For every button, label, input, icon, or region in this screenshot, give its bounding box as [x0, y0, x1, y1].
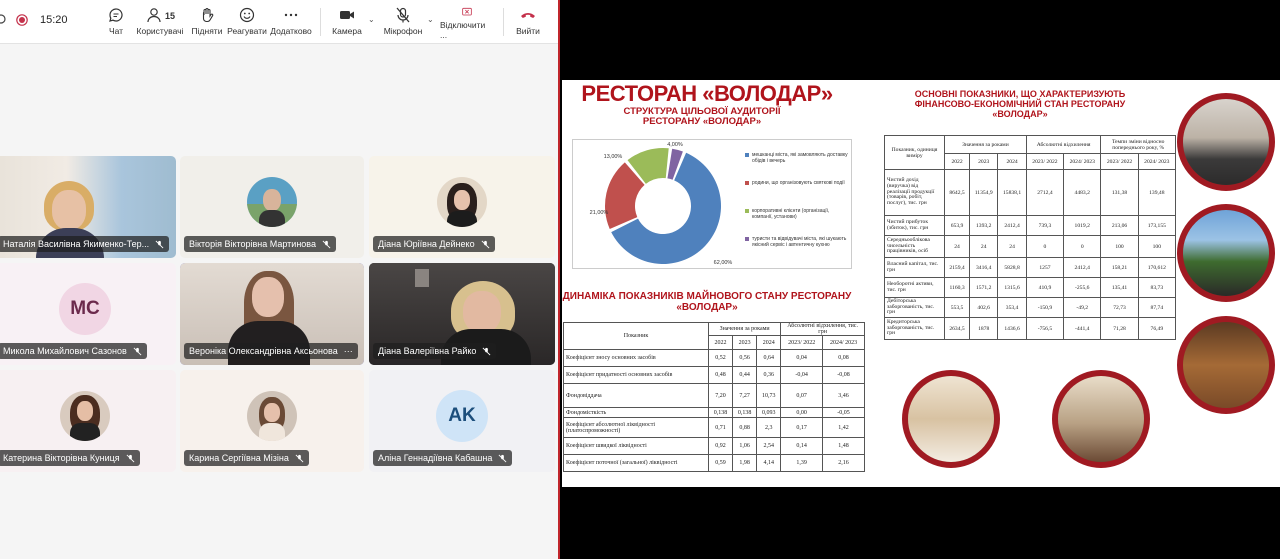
table-cell: 0,08 — [823, 350, 865, 367]
restaurant-exterior-photo — [1177, 93, 1275, 191]
header-cell: 2023 — [733, 336, 757, 350]
table-cell: 139,48 — [1138, 170, 1175, 216]
table-cell: 0,138 — [733, 408, 757, 418]
restaurant-terrace-photo — [1177, 204, 1275, 302]
participant-face — [252, 277, 284, 317]
participant-name: Діана Валеріївна Райко — [378, 346, 477, 356]
participant-avatar — [60, 391, 110, 441]
table-cell: 8642,5 — [945, 170, 970, 216]
table-cell: 0,04 — [781, 350, 823, 367]
table-cell: 1160,3 — [945, 278, 970, 298]
table-cell: 4483,2 — [1064, 170, 1101, 216]
mic-off-icon — [481, 240, 490, 249]
table-cell: -756,5 — [1026, 318, 1063, 340]
table-cell: 2,16 — [823, 455, 865, 472]
mic-off-icon — [482, 347, 491, 356]
mic-off-icon — [498, 454, 507, 463]
recording-icon — [16, 14, 28, 29]
participant-tile[interactable] — [369, 370, 555, 472]
table-cell: 0,64 — [757, 350, 781, 367]
header-cell: Темпи зміни відносно попереднього року, % — [1101, 136, 1176, 154]
pie-data-label: 62,00% — [713, 260, 733, 266]
legend-entry — [745, 152, 849, 165]
more-button[interactable] — [270, 6, 312, 40]
participant-tile[interactable] — [0, 156, 176, 258]
participant-initials-avatar: AK — [436, 390, 488, 442]
table-cell: 1436,6 — [998, 318, 1027, 340]
audience-chart-title: СТРУКТУРА ЦІЛЬОВОЇ АУДИТОРІЇ РЕСТОРАНУ «ВОЛОДАР» — [623, 106, 781, 128]
mic-off-icon — [155, 240, 164, 249]
table-cell: 0,59 — [709, 455, 733, 472]
participant-avatar — [247, 177, 297, 227]
participant-initials-avatar: MC — [59, 283, 111, 335]
mic-off-icon — [394, 6, 412, 24]
participant-name: Карина Сергіївна Мізіна — [189, 453, 289, 463]
table-row — [885, 170, 1176, 216]
react-label: Реагувати — [227, 26, 267, 36]
restaurant-interior-photo — [1177, 316, 1275, 414]
header-cell: 2022 — [945, 154, 970, 170]
raise-hand-icon — [198, 6, 216, 24]
pie-data-label: 13,00% — [603, 154, 623, 160]
table-cell: 0,093 — [757, 408, 781, 418]
header-cell: Значення за роками — [945, 136, 1027, 154]
header-cell: Показник — [564, 323, 709, 350]
chat-button[interactable] — [104, 6, 128, 40]
table-cell: 24 — [998, 236, 1027, 258]
table-cell: 135,41 — [1101, 278, 1138, 298]
wall-picture — [415, 269, 429, 287]
hang-up-icon — [519, 6, 537, 24]
table-cell: 0,138 — [709, 408, 733, 418]
row-label: Чистий прибуток (збиток), тис. грн — [885, 216, 945, 236]
table-cell: 553,5 — [945, 298, 970, 318]
header-cell: 2023 — [970, 154, 998, 170]
table-cell: 1878 — [970, 318, 998, 340]
table-cell: 653,9 — [945, 216, 970, 236]
table-cell: 1,98 — [733, 455, 757, 472]
participant-name: Вікторія Вікторівна Мартинова — [189, 239, 316, 249]
row-label: Коефіцієнт поточної (загальної) ліквідності — [564, 455, 709, 472]
participant-tile-active-speaker[interactable] — [180, 263, 364, 365]
stop-sharing-button[interactable] — [440, 6, 494, 40]
participant-tile[interactable] — [0, 370, 176, 472]
header-cell: 2023/ 2022 — [781, 336, 823, 350]
table-cell: 158,21 — [1101, 258, 1138, 278]
header-cell: Абсолютні відхилення — [1026, 136, 1101, 154]
legend-swatch — [745, 209, 749, 213]
dynamics-title: ДИНАМІКА ПОКАЗНИКІВ МАЙНОВОГО СТАНУ РЕСТОРАНУ «ВОЛОДАР» — [562, 291, 852, 313]
table-row — [885, 298, 1176, 318]
chat-label: Чат — [108, 26, 124, 36]
legend-swatch — [745, 181, 749, 185]
row-label: Фондовіддача — [564, 384, 709, 408]
table-cell: 739,3 — [1026, 216, 1063, 236]
table-cell: 76,49 — [1138, 318, 1175, 340]
table-cell: 71,28 — [1101, 318, 1138, 340]
row-label: Кредиторська заборгованість, тис. грн — [885, 318, 945, 340]
table-cell: 1,42 — [823, 418, 865, 438]
table-cell: 2634,5 — [945, 318, 970, 340]
header-cell: Значення за роками — [709, 323, 781, 336]
table-cell: 10,73 — [757, 384, 781, 408]
people-button[interactable] — [136, 6, 184, 40]
row-label: Коефіцієнт абсолютної ліквідності (платоспроможності) — [564, 418, 709, 438]
toolbar-divider — [503, 8, 504, 36]
row-label: Коефіцієнт придатності основних засобів — [564, 367, 709, 384]
legend-label: мешканці міста, які замовляють доставку обідів і вечерь — [752, 152, 848, 165]
table-cell: 5828,8 — [998, 258, 1027, 278]
pie-legend — [745, 152, 849, 262]
table-cell: 0,14 — [781, 438, 823, 455]
table-cell: 131,38 — [1101, 170, 1138, 216]
table-row — [885, 318, 1176, 340]
participant-avatar — [247, 391, 297, 441]
table-cell: 2,54 — [757, 438, 781, 455]
mic-off-icon — [133, 347, 142, 356]
table-cell: 213,06 — [1101, 216, 1138, 236]
participant-face — [463, 291, 501, 333]
camera-options-chevron-down-icon[interactable]: ⌄ — [368, 15, 375, 24]
participant-name: Катерина Вікторівна Куниця — [3, 453, 120, 463]
leave-label: Вийти — [516, 26, 540, 36]
table-cell: 1,06 — [733, 438, 757, 455]
table-cell: 1571,2 — [970, 278, 998, 298]
main-indicators-title: ОСНОВНІ ПОКАЗНИКИ, ЩО ХАРАКТЕРИЗУЮТЬ ФІНАНСОВО-ЕКОНОМІЧНИЙ СТАН РЕСТОРАНУ «ВОЛОДАР» — [914, 89, 1126, 119]
legend-entry — [745, 208, 849, 221]
participant-nametag — [0, 236, 169, 252]
table-cell: -0,04 — [781, 367, 823, 384]
mic-off-icon — [295, 454, 304, 463]
table-cell: 4,14 — [757, 455, 781, 472]
participant-name: Аліна Геннадіївна Кабашна — [378, 453, 493, 463]
presentation-slide — [562, 80, 1280, 487]
mic-off-icon — [126, 454, 135, 463]
participant-name: Вероніка Олександрівна Аксьонова — [189, 346, 338, 356]
raise-hand-button[interactable] — [190, 6, 224, 40]
table-row — [564, 367, 865, 384]
table-header-row — [564, 323, 865, 336]
legend-label: корпоративні клієнти (організації, компанії, установи) — [752, 208, 830, 221]
stop-sharing-label: Відключити ... — [440, 20, 486, 40]
table-cell: 7,27 — [733, 384, 757, 408]
participant-tile[interactable] — [369, 156, 555, 258]
table-row — [885, 258, 1176, 278]
participant-name: Микола Михайлович Сазонов — [3, 346, 127, 356]
table-cell: 2412,4 — [998, 216, 1027, 236]
table-cell: 1019,2 — [1064, 216, 1101, 236]
table-cell: 0,88 — [733, 418, 757, 438]
react-button[interactable] — [228, 6, 266, 40]
meeting-panel — [0, 0, 558, 559]
participant-name: Діана Юріївна Дейнеко — [378, 239, 475, 249]
microphone-options-chevron-down-icon[interactable]: ⌄ — [427, 15, 434, 24]
table-cell: 0,00 — [781, 408, 823, 418]
table-cell: 1393,2 — [970, 216, 998, 236]
header-cell: 2023/ 2022 — [1026, 154, 1063, 170]
stop-share-icon — [458, 6, 476, 18]
table-row — [885, 236, 1176, 258]
table-cell: 170,612 — [1138, 258, 1175, 278]
banquet-hall-photo — [902, 370, 1000, 468]
main-indicators-table — [884, 135, 1176, 340]
row-label: Фондомісткість — [564, 408, 709, 418]
more-label: Додатково — [270, 26, 312, 36]
table-cell: 0 — [1026, 236, 1063, 258]
table-header-row — [885, 136, 1176, 154]
table-cell: -441,4 — [1064, 318, 1101, 340]
legend-swatch — [745, 153, 749, 157]
table-cell: 7,20 — [709, 384, 733, 408]
pie-chart-canvas — [573, 140, 753, 268]
participant-tile[interactable] — [369, 263, 555, 365]
participant-name: Наталія Василівна Якименко-Тер... — [3, 239, 150, 249]
participant-more-options[interactable]: ··· — [343, 346, 353, 356]
table-row — [564, 418, 865, 438]
audience-pie-chart — [572, 139, 852, 269]
table-cell: 83,73 — [1138, 278, 1175, 298]
chat-icon — [107, 6, 125, 24]
table-cell: 0,71 — [709, 418, 733, 438]
pie-data-label: 4,00% — [667, 142, 683, 148]
table-cell: 0,92 — [709, 438, 733, 455]
emoji-icon — [238, 6, 256, 24]
participant-nametag — [184, 236, 336, 252]
table-cell: 0,36 — [757, 367, 781, 384]
header-cell: 2024/ 2023 — [823, 336, 865, 350]
row-label: Середньооблікова чисельність працівників, осіб — [885, 236, 945, 258]
table-cell: 1257 — [1026, 258, 1063, 278]
table-cell: 3416,4 — [970, 258, 998, 278]
fireplace-room-photo — [1052, 370, 1150, 468]
row-label: Дебіторська заборгованість, тис. грн — [885, 298, 945, 318]
legend-swatch — [745, 237, 749, 241]
row-label: Чистий дохід (виручка) від реалізації продукції (товарів, робіт, послуг), тис. грн — [885, 170, 945, 216]
participant-face — [52, 190, 86, 230]
mic-off-icon — [322, 240, 331, 249]
table-cell: 410,9 — [1026, 278, 1063, 298]
participant-nametag — [184, 343, 358, 359]
table-cell: 15838,1 — [998, 170, 1027, 216]
table-cell: 353,4 — [998, 298, 1027, 318]
table-cell: 11354,9 — [970, 170, 998, 216]
shared-screen — [558, 0, 1280, 559]
table-cell: 0,48 — [709, 367, 733, 384]
header-cell: Абсолютні відхилення, тис. грн — [781, 323, 865, 336]
row-label: Коефіцієнт швидкої ліквідності — [564, 438, 709, 455]
row-label: Власний капітал, тис. грн — [885, 258, 945, 278]
meeting-clock: 15:20 — [40, 14, 68, 26]
table-row — [564, 408, 865, 418]
table-cell: 0,17 — [781, 418, 823, 438]
more-icon — [282, 6, 300, 24]
participant-tile[interactable] — [0, 263, 176, 365]
participant-tile[interactable] — [180, 156, 364, 258]
table-cell: 72,73 — [1101, 298, 1138, 318]
table-cell: 173,155 — [1138, 216, 1175, 236]
table-cell: 24 — [945, 236, 970, 258]
table-cell: 87,74 — [1138, 298, 1175, 318]
table-cell: 100 — [1138, 236, 1175, 258]
participant-avatar — [437, 177, 487, 227]
table-cell: 2,3 — [757, 418, 781, 438]
table-cell: 1,48 — [823, 438, 865, 455]
header-cell: 2024/ 2023 — [1138, 154, 1175, 170]
table-row — [885, 216, 1176, 236]
table-cell: 2159,4 — [945, 258, 970, 278]
toolbar-divider — [320, 8, 321, 36]
microphone-label: Мікрофон — [383, 26, 423, 36]
legend-label: родини, що організовують святкові події — [752, 180, 845, 186]
camera-icon — [338, 6, 356, 24]
participant-nametag — [0, 450, 140, 466]
window-control-icon[interactable] — [0, 14, 6, 27]
header-cell: 2024 — [998, 154, 1027, 170]
table-row — [885, 278, 1176, 298]
participant-count: 15 — [164, 11, 175, 21]
table-cell: 2712,4 — [1026, 170, 1063, 216]
table-cell: -150,9 — [1026, 298, 1063, 318]
header-cell: 2023/ 2022 — [1101, 154, 1138, 170]
table-cell: 0,56 — [733, 350, 757, 367]
table-row — [564, 350, 865, 367]
table-cell: 0,07 — [781, 384, 823, 408]
header-cell: Показник, одиниця виміру — [885, 136, 945, 170]
table-row — [564, 438, 865, 455]
header-cell: 2024 — [757, 336, 781, 350]
table-cell: -49,2 — [1064, 298, 1101, 318]
camera-label: Камера — [332, 26, 362, 36]
table-cell: 402,6 — [970, 298, 998, 318]
people-label: Користувачі — [136, 26, 184, 36]
participant-nametag — [373, 343, 496, 359]
header-cell: 2022 — [709, 336, 733, 350]
table-cell: 2412,4 — [1064, 258, 1101, 278]
leave-button[interactable] — [514, 6, 542, 40]
table-cell: 1315,6 — [998, 278, 1027, 298]
table-cell: 3,46 — [823, 384, 865, 408]
table-cell: 24 — [970, 236, 998, 258]
table-row — [564, 455, 865, 472]
participant-nametag — [373, 236, 495, 252]
participant-nametag — [0, 343, 147, 359]
participant-tile[interactable] — [180, 370, 364, 472]
legend-label: туристи та відвідувачі міста, які шукають якісний сервіс і автентичну кухню — [752, 236, 847, 249]
table-row — [564, 384, 865, 408]
header-cell: 2024/ 2023 — [1064, 154, 1101, 170]
table-cell: 0,52 — [709, 350, 733, 367]
people-icon — [145, 6, 163, 24]
raise-hand-label: Підняти — [191, 26, 223, 36]
table-cell: 1,39 — [781, 455, 823, 472]
participant-nametag — [373, 450, 512, 466]
pie-data-label: 21,00% — [589, 210, 609, 216]
dynamics-table — [563, 322, 865, 472]
table-cell: 0 — [1064, 236, 1101, 258]
table-cell: 0,44 — [733, 367, 757, 384]
table-cell: -0,08 — [823, 367, 865, 384]
meeting-toolbar — [0, 0, 558, 44]
participant-nametag — [184, 450, 309, 466]
slide-title: РЕСТОРАН «ВОЛОДАР» — [581, 81, 833, 106]
row-label: Коефіцієнт зносу основних засобів — [564, 350, 709, 367]
legend-entry — [745, 180, 845, 186]
camera-button[interactable] — [330, 6, 364, 40]
legend-entry — [745, 236, 849, 249]
row-label: Необоротні активи, тис. грн — [885, 278, 945, 298]
microphone-button[interactable] — [382, 6, 424, 40]
table-cell: -0,05 — [823, 408, 865, 418]
table-cell: 100 — [1101, 236, 1138, 258]
table-cell: -255,6 — [1064, 278, 1101, 298]
